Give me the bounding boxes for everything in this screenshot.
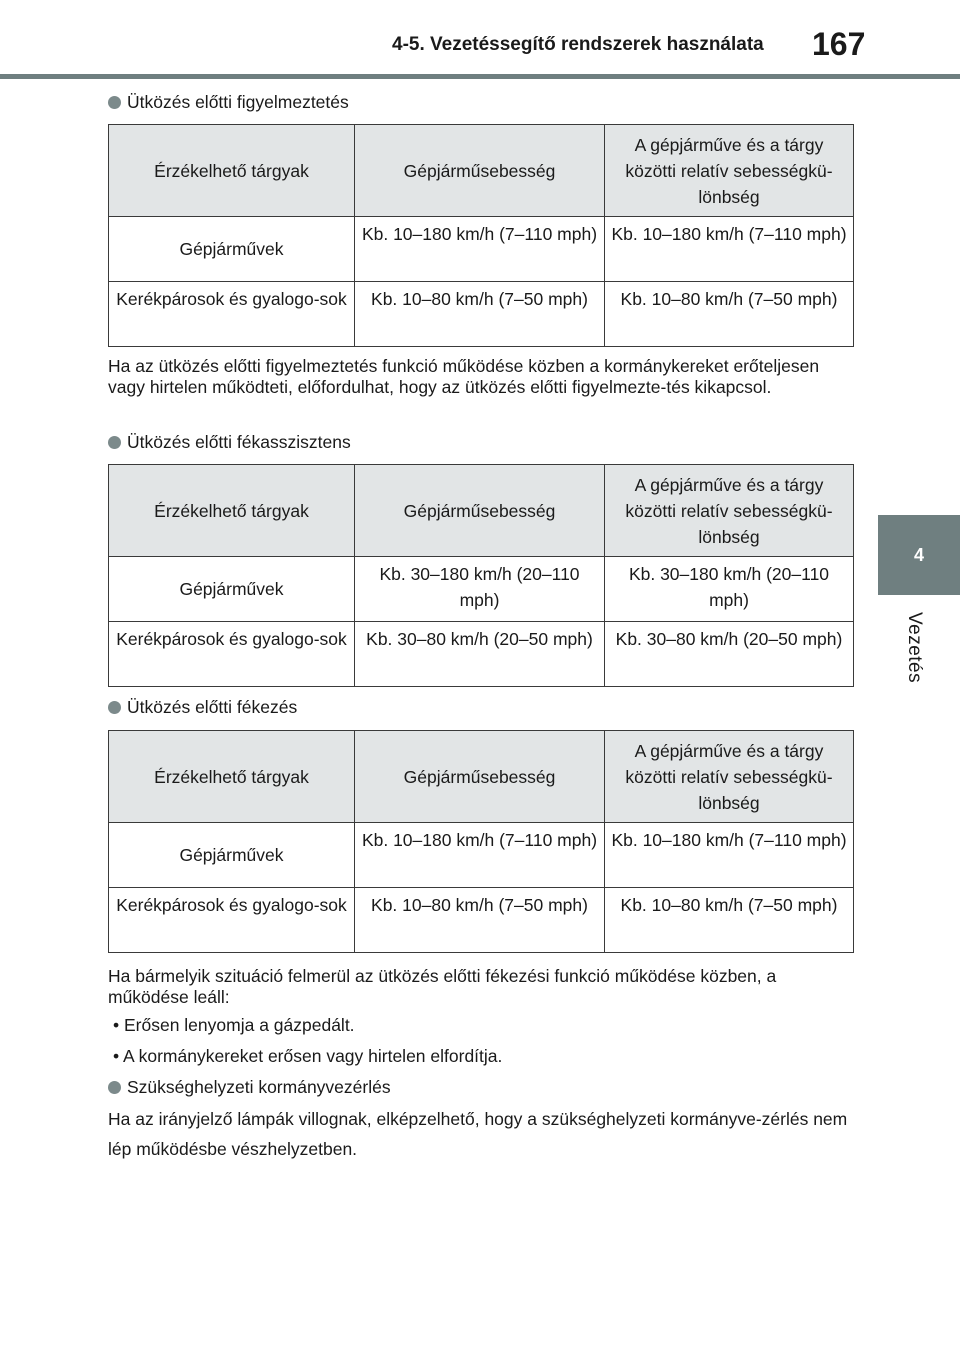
table-cell: Kb. 10–180 km/h (7–110 mph): [605, 217, 854, 282]
spec-table: [108, 464, 854, 687]
table-header-row: [109, 465, 854, 557]
table-header-cell: A gépjárműve és a tárgy közötti relatív sebességkü-lönbség: [605, 731, 854, 823]
table-cell: Kb. 10–80 km/h (7–50 mph): [355, 888, 605, 953]
table-row: [109, 622, 854, 687]
table-cell: Kerékpárosok és gyalogo-sok: [109, 622, 355, 687]
section-heading-text: Ütközés előtti figyelmeztetés: [127, 92, 349, 112]
table-cell: Kb. 10–80 km/h (7–50 mph): [605, 888, 854, 953]
table-header-cell: Gépjárműsebesség: [355, 465, 605, 557]
table-row: [109, 888, 854, 953]
table-cell: Kb. 10–180 km/h (7–110 mph): [355, 217, 605, 282]
paragraph: Ha bármelyik szituáció felmerül az ütközés előtti fékezési funkció működése közben, a működése leáll:: [108, 966, 777, 1007]
table-header-cell: Érzékelhető tárgyak: [109, 125, 355, 217]
table-header-cell: Gépjárműsebesség: [355, 125, 605, 217]
section-heading: [108, 697, 297, 718]
section-heading: [108, 92, 349, 113]
table-cell: Kb. 10–80 km/h (7–50 mph): [605, 282, 854, 347]
table-cell: Kerékpárosok és gyalogo-sok: [109, 282, 355, 347]
section-heading: [108, 1077, 391, 1098]
table-row: [109, 823, 854, 888]
paragraph: Ha az irányjelző lámpák villognak, elképzelhető, hogy a szükséghelyzeti kormányve-zérlés nem lép működésbe vészhelyzetben.: [108, 1109, 848, 1159]
table-header-cell: Érzékelhető tárgyak: [109, 465, 355, 557]
table-cell: Gépjárművek: [109, 823, 355, 888]
table-cell: Kb. 10–180 km/h (7–110 mph): [605, 823, 854, 888]
table-header-cell: A gépjárműve és a tárgy közötti relatív sebességkü-lönbség: [605, 125, 854, 217]
table-cell: Gépjárművek: [109, 217, 355, 282]
table-header-cell: Érzékelhető tárgyak: [109, 731, 355, 823]
paragraph: Ha az ütközés előtti figyelmeztetés funkció működése közben a kormánykereket erőteljesen vagy hirtelen működteti, előfordulhat, hogy az ütközés előtti figyelmezte-tés kikapcsol.: [108, 356, 820, 397]
table-header-row: [109, 731, 854, 823]
table-cell: Kb. 30–180 km/h (20–110 mph): [605, 557, 854, 622]
running-header-title: 4-5. Vezetéssegítő rendszerek használata: [392, 34, 764, 55]
list-item: • Erősen lenyomja a gázpedált.: [113, 1015, 355, 1035]
table-cell: Kb. 30–180 km/h (20–110 mph): [355, 557, 605, 622]
table-cell: Kb. 30–80 km/h (20–50 mph): [355, 622, 605, 687]
table-row: [109, 557, 854, 622]
bullet-dot-icon: [108, 1081, 121, 1094]
list-item: • A kormánykereket erősen vagy hirtelen elfordítja.: [113, 1046, 503, 1066]
table-header-cell: A gépjárműve és a tárgy közötti relatív sebességkü-lönbség: [605, 465, 854, 557]
bullet-dot-icon: [108, 701, 121, 714]
section-heading-text: Ütközés előtti fékezés: [127, 697, 298, 717]
table-cell: Kb. 10–80 km/h (7–50 mph): [355, 282, 605, 347]
table-row: [109, 282, 854, 347]
chapter-tab: 4: [878, 515, 960, 595]
bullet-dot-icon: [108, 96, 121, 109]
table-header-row: [109, 125, 854, 217]
section-heading-text: Ütközés előtti fékasszisztens: [127, 432, 351, 452]
section-heading-text: Szükséghelyzeti kormányvezérlés: [127, 1077, 391, 1097]
chapter-label: Vezetés: [904, 612, 925, 684]
page-number: 167: [812, 26, 866, 62]
table-cell: Gépjárművek: [109, 557, 355, 622]
table-cell: Kerékpárosok és gyalogo-sok: [109, 888, 355, 953]
spec-table: [108, 124, 854, 347]
table-cell: Kb. 10–180 km/h (7–110 mph): [355, 823, 605, 888]
header-rule: [0, 74, 960, 79]
bullet-dot-icon: [108, 436, 121, 449]
spec-table: [108, 730, 854, 953]
section-heading: [108, 432, 351, 453]
table-row: [109, 217, 854, 282]
table-header-cell: Gépjárműsebesség: [355, 731, 605, 823]
table-cell: Kb. 30–80 km/h (20–50 mph): [605, 622, 854, 687]
